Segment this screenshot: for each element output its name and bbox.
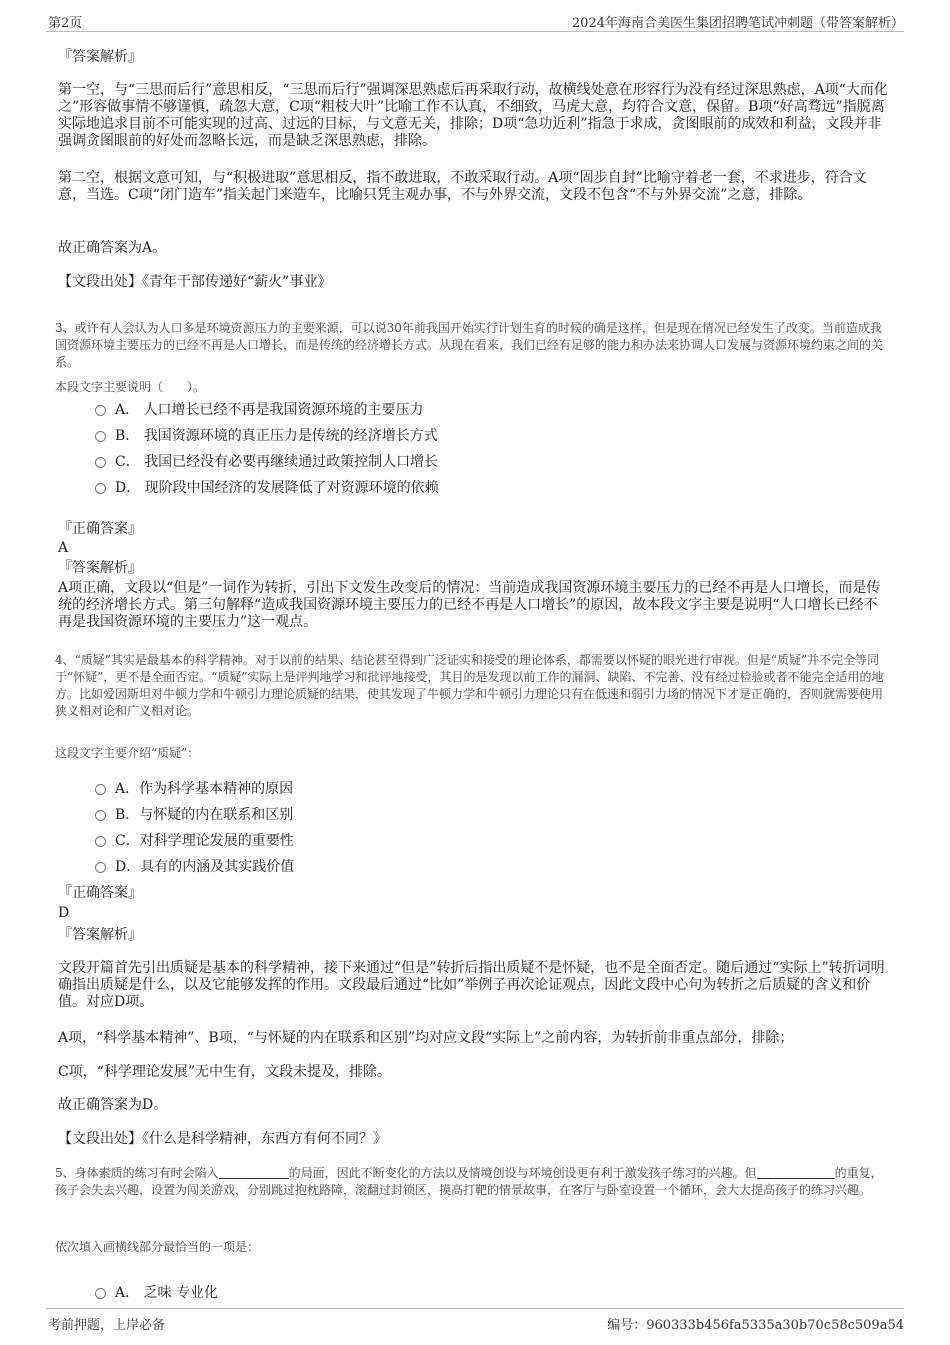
- radio-icon[interactable]: [95, 457, 106, 468]
- q4-stem: 4、“质疑”其实是最基本的科学精神。对于以前的结果、结论甚至得到广泛证实和接受的理论体系，都需要以怀疑的眼光进行审视。但是“质疑”并不完全等同于“怀疑”，更不是全面否定。“质疑”实际上是评判地学习和批评地接受，其目的是发现以前工作的漏洞、缺陷、不完善、没有经过检验或者不能完全适用的地方。比如爱因斯坦对牛顿力学和牛顿引力理论质疑的结果，使其发现了牛顿力学和牛顿引力理论只有在低速和弱引力场的情况下才是正确的，否则就需要使用狭义相对论和广义相对论。: [55, 653, 884, 718]
- blank-2: [757, 1166, 835, 1179]
- page-header: [0, 0, 950, 36]
- q4-answer: D: [58, 905, 70, 921]
- radio-icon[interactable]: [95, 483, 106, 494]
- blank-1: [219, 1166, 289, 1179]
- radio-icon[interactable]: [95, 810, 106, 821]
- q2-analysis-para1: 第一空，与“三思而后行”意思相反，“三思而后行”强调深思熟虑后再采取行动，故横线处意在形容行为没有经过深思熟虑，A项“大而化之”形容做事情不够谨慎，疏忽大意，C项“粗枝大叶”比喻工作不认真，不细致，马虎大意，均符合文意，保留。B项“好高骛远”指脱离实际地追求目前不可能实现的过高、过远的目标，与文意无关，排除；D项“急功近利”指急于求成，贪图眼前的成效和利益，文段并非强调贪图眼前的好处而忽略长远，而是缺乏深思熟虑，排除。: [58, 82, 888, 149]
- q3-answer-label: 『正确答案』: [58, 521, 142, 537]
- option-label: C． 我国已经没有必要再继续通过政策控制人口增长: [115, 454, 439, 470]
- option-label: B． 我国资源环境的真正压力是传统的经济增长方式: [115, 428, 438, 444]
- q5-stem: [55, 1165, 890, 1199]
- q2-source: 【文段出处】《青年干部传递好“薪火”事业》: [58, 274, 332, 290]
- option-label: B．与怀疑的内在联系和区别: [115, 807, 294, 823]
- q5-option-a[interactable]: [95, 1284, 218, 1302]
- q4-analysis-para1: 文段开篇首先引出质疑是基本的科学精神，接下来通过“但是”转折后指出质疑不是怀疑，也不是全面否定。随后通过“实际上”转折词明确指出质疑是什么，以及它能够发挥的作用。文段最后通过“比如”举例子再次论证观点，因此文段中心句为转折之后质疑的含义和价值。对应D项。: [58, 960, 885, 1010]
- q4-prompt: 这段文字主要介绍“质疑”：: [55, 746, 200, 760]
- q3-stem: 3、或许有人会认为人口多是环境资源压力的主要来源，可以说30年前我国开始实行计划生育的时候的确是这样，但是现在情况已经发生了改变。当前造成我国资源环境主要压力的已经不再是人口增长，而是传统的经济增长方式。从现在看来，我们已经有足够的能力和办法来协调人口发展与资源环境约束之间的关系。: [55, 321, 884, 369]
- q4-option-a[interactable]: [95, 780, 293, 798]
- option-label: D． 现阶段中国经济的发展降低了对资源环境的依赖: [115, 480, 439, 496]
- q3-prompt: 本段文字主要说明（ ）。: [55, 380, 206, 394]
- q4-option-b[interactable]: [95, 806, 293, 824]
- q4-source: 【文段出处】《什么是科学精神，东西方有何不同？》: [58, 1131, 387, 1147]
- option-label: A． 乏味 专业化: [115, 1285, 219, 1301]
- q5-stem-part2: 的局面，因此不断变化的方法以及情境创设与环境创设更有利于激发孩子练习的兴趣。但: [288, 1166, 757, 1180]
- q3-option-a[interactable]: [95, 401, 424, 419]
- q4-conclusion: 故正确答案为D。: [58, 1097, 168, 1113]
- q4-answer-label: 『正确答案』: [58, 885, 142, 901]
- radio-icon[interactable]: [95, 784, 106, 795]
- page-footer: [0, 1305, 950, 1345]
- option-label: A．作为科学基本精神的原因: [115, 781, 294, 797]
- document-code: 编号：960333b456fa5335a30b70c58c509a54: [607, 1318, 904, 1333]
- q4-analysis-para3: C项，“科学理论发展”无中生有，文段未提及，排除。: [58, 1064, 392, 1080]
- radio-icon[interactable]: [95, 1288, 106, 1299]
- q5-stem-part1: 5、身体素质的练习有时会陷入: [55, 1166, 219, 1180]
- q2-analysis-para2: 第二空，根据文意可知，与“积极进取”意思相反，指不敢进取，不敢采取行动。A项“固步自封”比喻守着老一套，不求进步，符合文意，当选。C项“闭门造车”指关起门来造车，比喻只凭主观办事，不与外界交流，文段不包含“不与外界交流”之意，排除。: [58, 170, 867, 203]
- q3-option-d[interactable]: [95, 479, 439, 497]
- radio-icon[interactable]: [95, 836, 106, 847]
- q3-option-c[interactable]: [95, 453, 438, 471]
- radio-icon[interactable]: [95, 431, 106, 442]
- q4-analysis-para2: A项，“科学基本精神”、B项，“与怀疑的内在联系和区别”均对应文段“实际上”之前内容，为转折前非重点部分，排除；: [58, 1030, 794, 1046]
- footer-slogan: 考前押题，上岸必备: [48, 1318, 166, 1333]
- radio-icon[interactable]: [95, 862, 106, 873]
- document-title: 2024年海南合美医生集团招聘笔试冲刺题（带答案解析）: [571, 16, 904, 31]
- q3-answer: A: [58, 540, 69, 556]
- q4-option-d[interactable]: [95, 858, 294, 876]
- footer-divider: [46, 1308, 904, 1309]
- q3-option-b[interactable]: [95, 427, 438, 445]
- option-label: A． 人口增长已经不再是我国资源环境的主要压力: [115, 402, 424, 418]
- page-number: 第2页: [48, 16, 83, 31]
- option-label: D．具有的内涵及其实践价值: [115, 859, 295, 875]
- q3-analysis: A项正确，文段以“但是”一词作为转折，引出下文发生改变后的情况：当前造成我国资源环境主要压力的已经不再是人口增长，而是传统的经济增长方式。第三句解释“造成我国资源环境主要压力的已经不再是人口增长”的原因，故本段文字主要是说明“人口增长已经不再是我国资源环境的主要压力”这一观点。: [58, 580, 881, 630]
- q5-stem-part3: 的重复，孩子会失去兴趣，设置为闯关游戏，分别跳过抱枕路障，滚翻过封锁区，摸高打靶的情景故事，在客厅与卧室设置一个循环，会大大提高孩子的练习兴趣。: [55, 1166, 883, 1197]
- q2-analysis-label: 『答案解析』: [58, 49, 142, 65]
- q3-analysis-label: 『答案解析』: [58, 560, 142, 576]
- q4-analysis-label: 『答案解析』: [58, 927, 142, 943]
- header-divider: [46, 31, 904, 32]
- q4-option-c[interactable]: [95, 832, 294, 850]
- option-label: C．对科学理论发展的重要性: [115, 833, 294, 849]
- q5-prompt: 依次填入画横线部分最恰当的一项是：: [55, 1240, 260, 1254]
- q2-conclusion: 故正确答案为A。: [58, 240, 167, 256]
- radio-icon[interactable]: [95, 405, 106, 416]
